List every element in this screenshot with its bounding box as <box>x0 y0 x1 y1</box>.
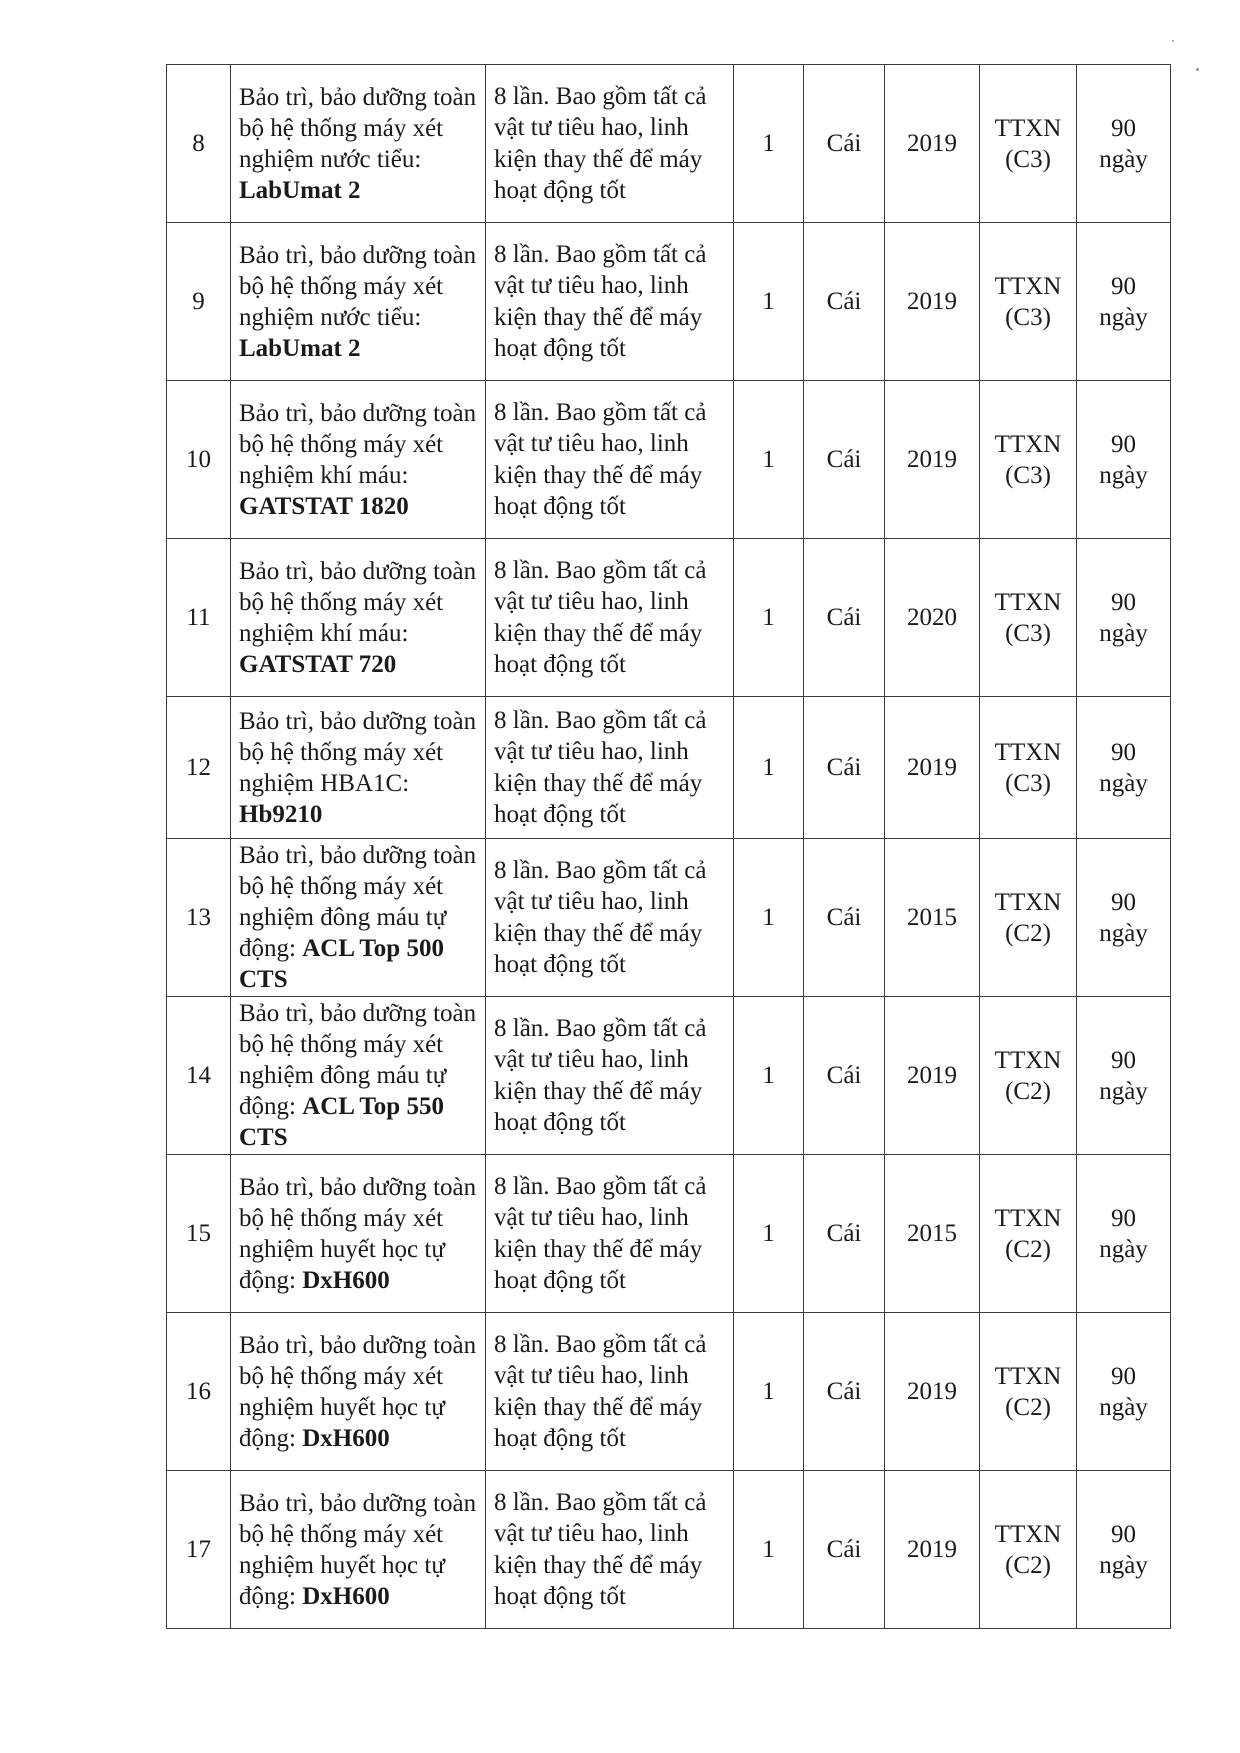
item-description: 8 lần. Bao gồm tất cả vật tư tiêu hao, linh kiện thay thế để máy hoạt động tốt <box>494 82 707 204</box>
duration-cell <box>1077 381 1171 539</box>
table-body <box>167 65 1171 1629</box>
quantity: 1 <box>762 904 775 931</box>
item-description: 8 lần. Bao gồm tất cả vật tư tiêu hao, linh kiện thay thế để máy hoạt động tốt <box>494 706 707 828</box>
year: 2019 <box>907 754 957 781</box>
quantity-cell <box>734 1471 804 1629</box>
location-line-2: (C3) <box>1005 769 1051 797</box>
year-cell <box>885 1155 980 1313</box>
quantity: 1 <box>762 1378 775 1405</box>
item-description: 8 lần. Bao gồm tất cả vật tư tiêu hao, linh kiện thay thế để máy hoạt động tốt <box>494 1014 707 1136</box>
item-description-cell <box>486 65 734 223</box>
duration-unit: ngày <box>1099 461 1148 489</box>
row-number-cell <box>167 1313 231 1471</box>
item-description-cell <box>486 1313 734 1471</box>
item-description: 8 lần. Bao gồm tất cả vật tư tiêu hao, linh kiện thay thế để máy hoạt động tốt <box>494 398 707 520</box>
unit: Cái <box>826 604 862 631</box>
duration-unit: ngày <box>1099 1235 1148 1263</box>
location-line-1: TTXN <box>994 272 1062 300</box>
location-line-1: TTXN <box>994 1046 1062 1074</box>
item-model: GATSTAT 1820 <box>239 492 409 520</box>
table-row <box>167 997 1171 1155</box>
unit-cell <box>804 539 885 697</box>
item-model: DxH600 <box>302 1582 390 1610</box>
unit: Cái <box>826 1220 862 1247</box>
location-cell <box>980 839 1077 997</box>
quantity-cell <box>734 539 804 697</box>
row-number-cell <box>167 997 231 1155</box>
year-cell <box>885 381 980 539</box>
table-row <box>167 65 1171 223</box>
unit-cell <box>804 65 885 223</box>
duration-value: 90 <box>1111 1046 1136 1074</box>
quantity: 1 <box>762 1062 775 1089</box>
table-row <box>167 1155 1171 1313</box>
table-row <box>167 1313 1171 1471</box>
location-cell <box>980 381 1077 539</box>
quantity: 1 <box>762 1220 775 1247</box>
duration-cell <box>1077 697 1171 839</box>
location-line-2: (C3) <box>1005 461 1051 489</box>
row-number: 12 <box>186 754 211 781</box>
table-row <box>167 697 1171 839</box>
item-name: Bảo trì, bảo dưỡng toàn bộ hệ thống máy xét nghiệm huyết học tự động: <box>239 1173 477 1294</box>
item-description: 8 lần. Bao gồm tất cả vật tư tiêu hao, linh kiện thay thế để máy hoạt động tốt <box>494 556 707 678</box>
row-number-cell <box>167 1155 231 1313</box>
item-name-cell <box>231 65 486 223</box>
item-name-cell <box>231 381 486 539</box>
item-name-cell <box>231 1313 486 1471</box>
row-number-cell <box>167 539 231 697</box>
location-cell <box>980 223 1077 381</box>
item-name: Bảo trì, bảo dưỡng toàn bộ hệ thống máy xét nghiệm khí máu: <box>239 557 477 647</box>
item-model: DxH600 <box>302 1266 390 1294</box>
unit: Cái <box>826 288 862 315</box>
item-name-cell <box>231 539 486 697</box>
item-model: Hb9210 <box>239 800 323 828</box>
unit-cell <box>804 1471 885 1629</box>
location-line-1: TTXN <box>994 738 1062 766</box>
duration-cell <box>1077 65 1171 223</box>
unit-cell <box>804 223 885 381</box>
year: 2015 <box>907 1220 957 1247</box>
year: 2019 <box>907 1536 957 1563</box>
unit: Cái <box>826 1536 862 1563</box>
quantity: 1 <box>762 446 775 473</box>
table-row <box>167 223 1171 381</box>
item-name: Bảo trì, bảo dưỡng toàn bộ hệ thống máy xét nghiệm HBA1C: <box>239 707 477 797</box>
table-row <box>167 539 1171 697</box>
item-description-cell <box>486 1155 734 1313</box>
item-name-cell <box>231 1155 486 1313</box>
location-line-1: TTXN <box>994 1362 1062 1390</box>
quantity-cell <box>734 1155 804 1313</box>
duration-value: 90 <box>1111 588 1136 616</box>
unit: Cái <box>826 130 862 157</box>
duration-unit: ngày <box>1099 769 1148 797</box>
year: 2020 <box>907 604 957 631</box>
location-cell <box>980 697 1077 839</box>
duration-unit: ngày <box>1099 1551 1148 1579</box>
year-cell <box>885 1313 980 1471</box>
item-description-cell <box>486 697 734 839</box>
year: 2019 <box>907 130 957 157</box>
row-number-cell <box>167 381 231 539</box>
item-description: 8 lần. Bao gồm tất cả vật tư tiêu hao, linh kiện thay thế để máy hoạt động tốt <box>494 1330 707 1452</box>
quantity: 1 <box>762 604 775 631</box>
row-number: 11 <box>186 604 211 631</box>
row-number: 15 <box>186 1220 211 1247</box>
scan-mark <box>1196 68 1199 71</box>
location-line-2: (C3) <box>1005 145 1051 173</box>
duration-value: 90 <box>1111 888 1136 916</box>
duration-value: 90 <box>1111 1204 1136 1232</box>
item-model: LabUmat 2 <box>239 334 361 362</box>
year: 2019 <box>907 1062 957 1089</box>
year-cell <box>885 65 980 223</box>
location-line-2: (C2) <box>1005 1235 1051 1263</box>
location-line-1: TTXN <box>994 1204 1062 1232</box>
item-description-cell <box>486 539 734 697</box>
quantity: 1 <box>762 1536 775 1563</box>
location-line-1: TTXN <box>994 888 1062 916</box>
location-line-1: TTXN <box>994 588 1062 616</box>
year-cell <box>885 1471 980 1629</box>
quantity-cell <box>734 1313 804 1471</box>
year: 2019 <box>907 288 957 315</box>
location-line-2: (C2) <box>1005 1551 1051 1579</box>
quantity-cell <box>734 697 804 839</box>
quantity-cell <box>734 839 804 997</box>
location-line-2: (C2) <box>1005 1393 1051 1421</box>
item-name-cell <box>231 223 486 381</box>
duration-value: 90 <box>1111 1362 1136 1390</box>
unit: Cái <box>826 904 862 931</box>
row-number-cell <box>167 697 231 839</box>
item-name: Bảo trì, bảo dưỡng toàn bộ hệ thống máy xét nghiệm nước tiểu: <box>239 83 477 173</box>
year-cell <box>885 697 980 839</box>
item-description-cell <box>486 997 734 1155</box>
item-name: Bảo trì, bảo dưỡng toàn bộ hệ thống máy xét nghiệm huyết học tự động: <box>239 1331 477 1452</box>
year: 2015 <box>907 904 957 931</box>
location-line-2: (C3) <box>1005 303 1051 331</box>
item-model: LabUmat 2 <box>239 176 361 204</box>
item-description-cell <box>486 223 734 381</box>
duration-unit: ngày <box>1099 919 1148 947</box>
item-model: GATSTAT 720 <box>239 650 397 678</box>
item-description-cell <box>486 381 734 539</box>
table-row <box>167 839 1171 997</box>
location-line-1: TTXN <box>994 430 1062 458</box>
duration-unit: ngày <box>1099 1393 1148 1421</box>
item-name: Bảo trì, bảo dưỡng toàn bộ hệ thống máy xét nghiệm huyết học tự động: <box>239 1489 477 1610</box>
year: 2019 <box>907 1378 957 1405</box>
quantity: 1 <box>762 288 775 315</box>
unit: Cái <box>826 1062 862 1089</box>
item-name: Bảo trì, bảo dưỡng toàn bộ hệ thống máy xét nghiệm nước tiểu: <box>239 241 477 331</box>
unit-cell <box>804 697 885 839</box>
row-number: 17 <box>186 1536 211 1563</box>
row-number: 14 <box>186 1062 211 1089</box>
row-number-cell <box>167 1471 231 1629</box>
row-number-cell <box>167 839 231 997</box>
item-model: ACL Top 550 CTS <box>239 1093 444 1151</box>
duration-value: 90 <box>1111 272 1136 300</box>
unit-cell <box>804 381 885 539</box>
equipment-maintenance-table <box>166 64 1171 1629</box>
year: 2019 <box>907 446 957 473</box>
year-cell <box>885 223 980 381</box>
duration-unit: ngày <box>1099 303 1148 331</box>
item-model: DxH600 <box>302 1424 390 1452</box>
unit: Cái <box>826 446 862 473</box>
location-cell <box>980 539 1077 697</box>
location-cell <box>980 1471 1077 1629</box>
row-number: 8 <box>192 130 205 157</box>
row-number: 9 <box>192 288 205 315</box>
item-description: 8 lần. Bao gồm tất cả vật tư tiêu hao, linh kiện thay thế để máy hoạt động tốt <box>494 1488 707 1610</box>
item-name: Bảo trì, bảo dưỡng toàn bộ hệ thống máy xét nghiệm khí máu: <box>239 399 477 489</box>
unit: Cái <box>826 1378 862 1405</box>
item-model: ACL Top 500 CTS <box>239 935 444 993</box>
duration-cell <box>1077 1155 1171 1313</box>
scan-mark <box>1172 40 1174 42</box>
duration-cell <box>1077 839 1171 997</box>
unit-cell <box>804 1155 885 1313</box>
item-description: 8 lần. Bao gồm tất cả vật tư tiêu hao, linh kiện thay thế để máy hoạt động tốt <box>494 856 707 978</box>
duration-cell <box>1077 997 1171 1155</box>
item-name-cell <box>231 839 486 997</box>
item-name-cell <box>231 997 486 1155</box>
item-name: Bảo trì, bảo dưỡng toàn bộ hệ thống máy xét nghiệm đông máu tự động: <box>239 1000 477 1120</box>
item-description: 8 lần. Bao gồm tất cả vật tư tiêu hao, linh kiện thay thế để máy hoạt động tốt <box>494 240 707 362</box>
duration-unit: ngày <box>1099 145 1148 173</box>
item-description-cell <box>486 839 734 997</box>
row-number-cell <box>167 223 231 381</box>
duration-cell <box>1077 1313 1171 1471</box>
location-line-1: TTXN <box>994 1520 1062 1548</box>
duration-value: 90 <box>1111 1520 1136 1548</box>
location-cell <box>980 997 1077 1155</box>
table-row <box>167 381 1171 539</box>
row-number: 13 <box>186 904 211 931</box>
item-name-cell <box>231 1471 486 1629</box>
duration-cell <box>1077 223 1171 381</box>
item-description-cell <box>486 1471 734 1629</box>
location-cell <box>980 1313 1077 1471</box>
quantity-cell <box>734 65 804 223</box>
quantity-cell <box>734 381 804 539</box>
unit-cell <box>804 997 885 1155</box>
year-cell <box>885 539 980 697</box>
location-cell <box>980 1155 1077 1313</box>
location-line-2: (C3) <box>1005 619 1051 647</box>
location-cell <box>980 65 1077 223</box>
unit-cell <box>804 1313 885 1471</box>
location-line-1: TTXN <box>994 114 1062 142</box>
unit-cell <box>804 839 885 997</box>
table-row <box>167 1471 1171 1629</box>
item-name-cell <box>231 697 486 839</box>
row-number-cell <box>167 65 231 223</box>
duration-unit: ngày <box>1099 1077 1148 1105</box>
duration-value: 90 <box>1111 738 1136 766</box>
duration-cell <box>1077 539 1171 697</box>
year-cell <box>885 997 980 1155</box>
location-line-2: (C2) <box>1005 1077 1051 1105</box>
duration-cell <box>1077 1471 1171 1629</box>
quantity: 1 <box>762 130 775 157</box>
row-number: 16 <box>186 1378 211 1405</box>
quantity-cell <box>734 223 804 381</box>
duration-value: 90 <box>1111 430 1136 458</box>
duration-value: 90 <box>1111 114 1136 142</box>
row-number: 10 <box>186 446 211 473</box>
quantity-cell <box>734 997 804 1155</box>
year-cell <box>885 839 980 997</box>
quantity: 1 <box>762 754 775 781</box>
item-description: 8 lần. Bao gồm tất cả vật tư tiêu hao, linh kiện thay thế để máy hoạt động tốt <box>494 1172 707 1294</box>
item-name: Bảo trì, bảo dưỡng toàn bộ hệ thống máy xét nghiệm đông máu tự động: <box>239 842 477 962</box>
duration-unit: ngày <box>1099 619 1148 647</box>
unit: Cái <box>826 754 862 781</box>
location-line-2: (C2) <box>1005 919 1051 947</box>
